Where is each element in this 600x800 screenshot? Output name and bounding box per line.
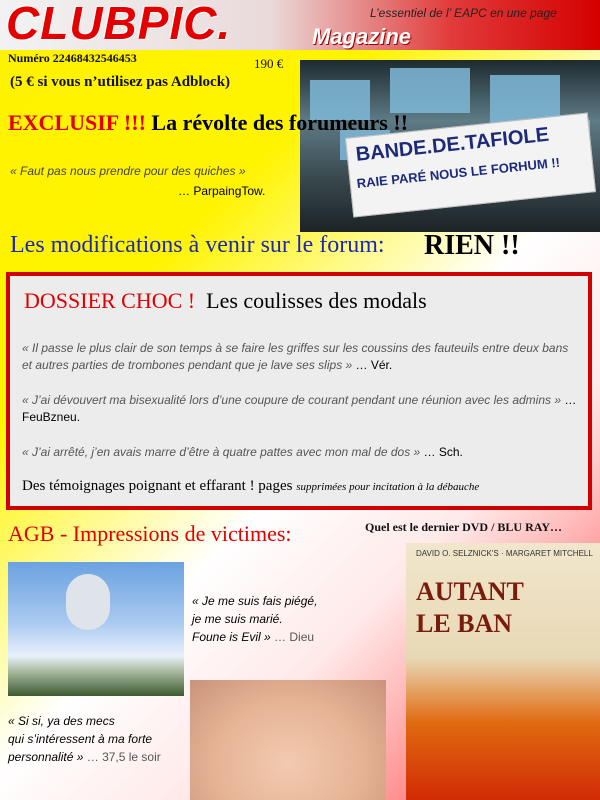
dossier-choc-box — [6, 272, 592, 510]
movie-poster — [406, 543, 600, 800]
dieu-quote: « Je me suis fais piégé, je me suis marié. Foune is Evil » … Dieu — [192, 594, 318, 644]
magazine-logo: CLUBPIC. — [6, 0, 232, 49]
dossier-quote-author: …FeuBzneu. — [22, 393, 577, 424]
modifications-headline: Les modifications à venir sur le forum: — [10, 232, 385, 258]
dossier-quote: « Il passe le plus clair de son temps à se faire les griffes sur les coussins des fauteuils entre deux bans et autres parties de trombones pendant que je lave ses slips » … Vér. — [22, 341, 569, 372]
dossier-quote: « J’ai dévouvert ma bisexualité lors d’une coupure de courant pendant une réunion avec les admins » …FeuBzneu. — [22, 393, 577, 424]
dossier-quote: « J’ai arrêté, j’en avais marre d’être à quatre pattes avec mon mal de dos » … Sch. — [22, 445, 463, 459]
dossier-title: Les coulisses des modals — [206, 288, 427, 313]
cloud-face — [66, 574, 110, 630]
exclusif-headline — [8, 110, 408, 136]
banner-line-2: RAIE PARÉ NOUS LE FORHUM !! — [356, 154, 561, 191]
agb-headline: AGB - Impressions de victimes: — [8, 521, 292, 546]
modifications-answer: RIEN !! — [424, 230, 520, 261]
cloud-face-photo — [8, 562, 184, 696]
magazine-label: Magazine — [312, 24, 412, 49]
dossier-quote-author: … Sch. — [423, 445, 463, 459]
dossier-quote-author: … Vér. — [355, 358, 393, 372]
poster-credit: DAVID O. SELZNICK'S · MARGARET MITCHELL — [416, 549, 593, 558]
poster-subtitle: LE BAN — [416, 609, 513, 638]
adblock-price: (5 € si vous n’utilisez pas Adblock) — [10, 74, 231, 90]
soir-quote-author: … 37,5 le soir — [86, 750, 161, 764]
cleavage-photo — [190, 680, 386, 800]
dossier-headline — [24, 288, 427, 314]
issue-number: Numéro 22468432546453 — [8, 51, 137, 65]
poster-title: AUTANT — [416, 577, 524, 606]
price: 190 € — [254, 56, 284, 71]
exclusif-quote: « Faut pas nous prendre pour des quiches » — [10, 164, 246, 178]
dossier-label: DOSSIER CHOC ! — [24, 288, 196, 313]
exclusif-label: EXCLUSIF !!! — [8, 110, 146, 135]
dvd-question: Quel est le dernier DVD / BLU RAY… — [365, 520, 562, 534]
soir-quote: « Si si, ya des mecs qui s’intéressent à ma forte personnalité » … 37,5 le soir — [8, 714, 161, 764]
dossier-footer: Des témoignages poignant et effarant ! pages supprimées pour incitation à la débauche — [22, 478, 480, 494]
dieu-quote-author: … Dieu — [274, 630, 315, 644]
banner-line-1: BANDE.DE.TAFIOLE — [354, 123, 550, 166]
tagline: L’essentiel de l’ EAPC en une page — [370, 6, 557, 20]
exclusif-quote-author: … ParpaingTow. — [178, 184, 266, 198]
exclusif-title: La révolte des forumeurs !! — [151, 110, 409, 135]
